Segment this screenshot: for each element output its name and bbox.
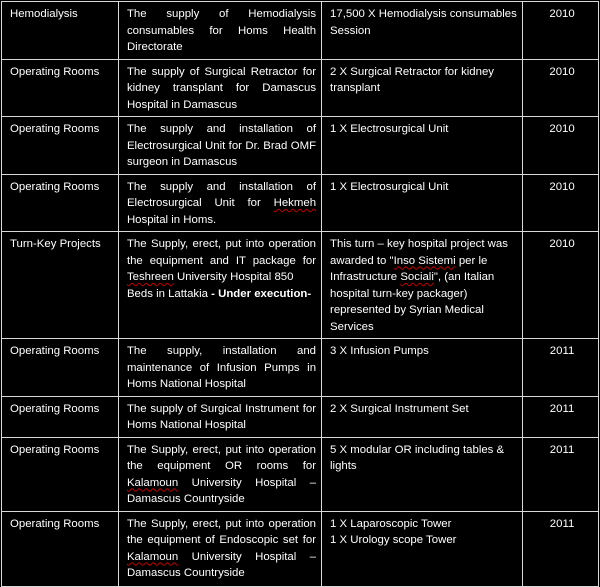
description-cell: The supply of Surgical Retractor for kidney transplant for Damascus Hospital in Damascus — [118, 59, 321, 117]
year-cell: 2010 — [523, 2, 599, 60]
description-cell: The supply of Surgical Instrument for Homs National Hospital — [118, 396, 321, 437]
table-row — [2, 174, 599, 232]
quantity-cell: 3 X Infusion Pumps — [322, 339, 523, 397]
year-cell: 2011 — [523, 339, 599, 397]
year-cell: 2011 — [523, 511, 599, 586]
quantity-cell: 2 X Surgical Instrument Set — [322, 396, 523, 437]
year-cell: 2010 — [523, 59, 599, 117]
description-text: Beds in Lattakia — [126, 287, 212, 300]
description-text: University Hospital – — [178, 550, 317, 563]
department-cell: Operating Rooms — [2, 339, 119, 397]
description-line: the equipment of Endoscopic set for — [126, 534, 317, 546]
table-row — [2, 396, 599, 437]
department-cell: Operating Rooms — [2, 437, 119, 511]
description-cell: The supply and installation of Electrosurgical Unit for Dr. Brad OMF surgeon in Damascus — [118, 117, 321, 175]
department-cell: Operating Rooms — [2, 396, 119, 437]
description-line — [127, 549, 316, 566]
description-text: University Hospital – — [178, 476, 317, 489]
quantity-line: 1 X Urology scope Tower — [330, 534, 457, 546]
status-note: - Under execution- — [211, 287, 312, 300]
description-cell: The supply of Hemodialysis consumables for Homs Health Directorate — [118, 2, 321, 60]
department-cell: Operating Rooms — [2, 59, 119, 117]
table-row — [2, 339, 599, 397]
table-row — [2, 117, 599, 175]
description-line — [127, 286, 316, 303]
spellcheck-flagged-word: Kalamoun — [126, 550, 179, 563]
year-cell: 2011 — [523, 396, 599, 437]
quantity-cell: 2 X Surgical Retractor for kidney transplant — [322, 59, 523, 117]
quantity-cell: 1 X Electrosurgical Unit — [322, 174, 523, 232]
description-cell — [118, 232, 321, 339]
quantity-text: per le Infrastructure — [330, 254, 488, 283]
spellcheck-flagged-word: Hekmeh — [273, 197, 317, 209]
description-cell: The supply, installation and maintenance of Infusion Pumps in Homs National Hospital — [118, 339, 321, 397]
description-line: the equipment OR rooms for — [126, 460, 317, 472]
quantity-cell — [322, 511, 523, 586]
year-cell: 2010 — [523, 117, 599, 175]
department-cell: Hemodialysis — [2, 2, 119, 60]
quantity-text: This turn – key hospital project was awarded to " — [330, 238, 508, 267]
description-cell — [118, 174, 321, 232]
description-line: The Supply, erect, put into operation — [126, 238, 317, 250]
description-cell — [118, 511, 321, 586]
description-cell — [118, 437, 321, 511]
department-cell: Operating Rooms — [2, 117, 119, 175]
year-cell: 2011 — [523, 437, 599, 511]
quantity-cell — [322, 232, 523, 339]
description-line: Damascus Countryside — [126, 567, 245, 579]
description-text: The supply and installation of Electrosurgical Unit for — [126, 180, 317, 209]
description-line — [127, 269, 316, 286]
spellcheck-flagged-word: Inso Sistemi — [393, 254, 456, 267]
table-row — [2, 437, 599, 511]
quantity-cell: 5 X modular OR including tables & lights — [322, 437, 523, 511]
year-cell: 2010 — [523, 174, 599, 232]
description-line: the equipment and IT package for — [126, 254, 317, 267]
spellcheck-flagged-word: Teshreen — [126, 271, 174, 283]
quantity-cell: 1 X Electrosurgical Unit — [322, 117, 523, 175]
department-cell: Turn-Key Projects — [2, 232, 119, 339]
table-row — [2, 2, 599, 60]
quantity-cell: 17,500 X Hemodialysis consumables Session — [322, 2, 523, 60]
year-cell: 2010 — [523, 232, 599, 339]
quantity-text: ", (an Italian hospital turn-key packager) represented by Syrian Medical Services — [330, 271, 495, 333]
spellcheck-flagged-word: Sociali — [400, 271, 434, 283]
table-row — [2, 59, 599, 117]
department-cell: Operating Rooms — [2, 174, 119, 232]
description-line — [127, 475, 316, 492]
spellcheck-flagged-word: Kalamoun — [126, 476, 179, 489]
description-line: The Supply, erect, put into operation — [126, 443, 317, 456]
department-cell: Operating Rooms — [2, 511, 119, 586]
description-line: Damascus Countryside — [126, 493, 245, 505]
description-line: The Supply, erect, put into operation — [126, 517, 317, 530]
projects-table — [1, 1, 599, 587]
description-text: Hospital in Homs. — [126, 213, 217, 226]
quantity-line: 1 X Laparoscopic Tower — [330, 517, 452, 530]
description-text: University Hospital 850 — [173, 271, 294, 283]
table-row — [2, 232, 599, 339]
table-row — [2, 511, 599, 586]
